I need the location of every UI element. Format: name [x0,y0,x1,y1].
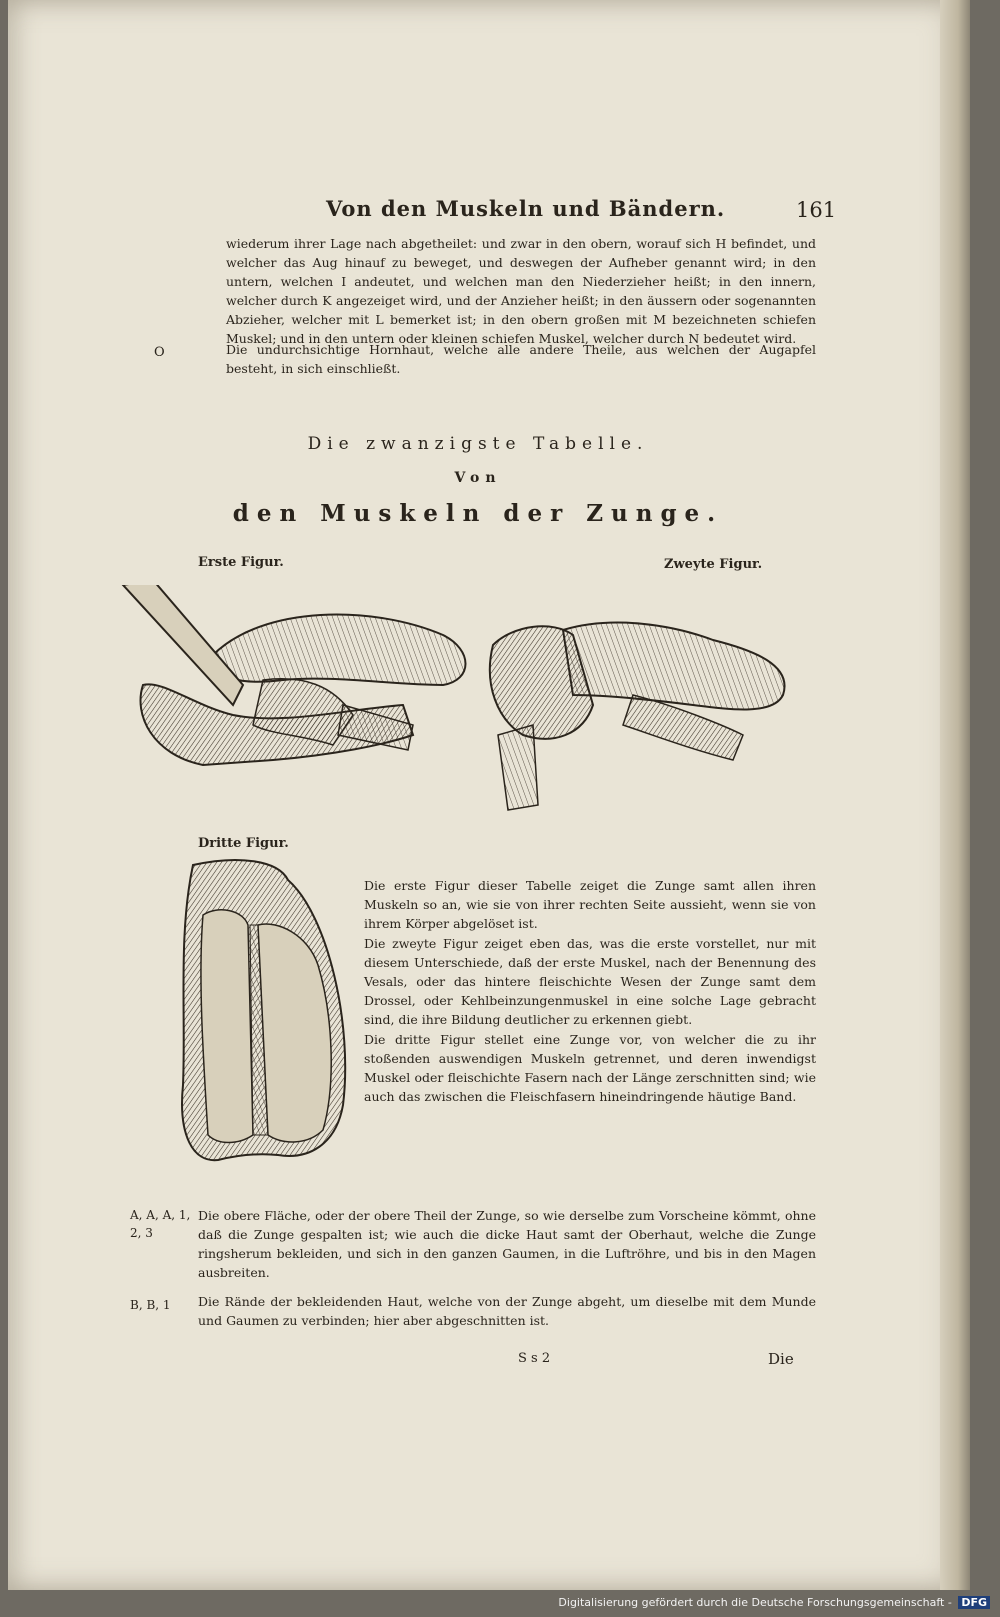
running-header: Von den Muskeln und Bändern. [326,196,726,221]
tongue-engraving-figures-1-2 [113,585,803,835]
table-subject: den Muskeln der Zunge. [232,500,724,527]
table-von: Von [454,470,502,486]
digitization-footer [0,1596,990,1609]
catchword: Die [768,1350,794,1368]
footer-text: Digitalisierung gefördert durch die Deutsche Forschungsgemeinschaft - [558,1596,952,1609]
legend-key: A, A, A, 1, 2, 3 [130,1208,191,1240]
page-number: 161 [796,198,837,222]
book-page [8,0,970,1590]
legend-key: B, B, 1 [130,1298,171,1312]
tongue-engraving-figure-3 [158,855,358,1175]
signature-mark: S s 2 [518,1351,551,1366]
table-title: Die zwanzigste Tabelle. [307,434,649,454]
figure-three-label: Dritte Figur. [198,836,289,851]
legend-letter-o: O [154,345,165,360]
page-edge [940,0,970,1590]
figure-description-2: Die zweyte Figur zeiget eben das, was die erste vorstellet, nur mit diesem Unterschiede, daß der erste Muskel, nach der Benennung des Vesals, oder das hintere fleischichte Wesen der Zunge samt dem Drossel, oder Kehlbeinzungenmuskel in eine solche Lage gebracht sind, die ihre Bildung deutlicher zu erkennen giebt. [364,936,816,1027]
intro-paragraph: wiederum ihrer Lage nach abgetheilet: und zwar in den obern, worauf sich H befindet, und welcher das Aug hinauf zu beweget, und deswegen der Aufheber genannt wird; in den untern, welchen I andeutet, und welchen man den Niederzieher heißt; in den innern, welcher durch K angezeiget wird, und der Anzieher heißt; in den äussern oder sogenannten Abzieher, welcher mit L bemerket ist; in den obern großen mit M bezeichneten schiefen Muskel; und in den untern oder kleinen schiefen Muskel, welcher durch N bedeutet wird. [226,236,816,346]
figure-two-label: Zweyte Figur. [664,557,763,572]
figure-one-label: Erste Figur. [198,555,284,570]
hornhaut-paragraph: Die undurchsichtige Hornhaut, welche alle andere Theile, aus welchen der Augapfel besteht, in sich einschließt. [226,342,816,376]
legend-entry: Die Rände der bekleidenden Haut, welche von der Zunge abgeht, um dieselbe mit dem Munde und Gaumen zu verbinden; hier aber abgeschnitten ist. [198,1294,816,1328]
figure-description-3: Die dritte Figur stellet eine Zunge vor, von welcher die zu ihr stoßenden auswendigen Muskeln getrennet, und deren inwendigst Muskel oder fleischichte Fasern nach der Länge zerschnitten sind; wie auch das zwischen die Fleischfasern hineindringende häutige Band. [364,1032,816,1104]
figure-description-1: Die erste Figur dieser Tabelle zeiget die Zunge samt allen ihren Muskeln so an, wie sie von ihrer rechten Seite aussieht, wenn sie von ihrem Körper abgelöset ist. [364,878,816,931]
dfg-logo: DFG [958,1596,990,1609]
legend-entry: Die obere Fläche, oder der obere Theil der Zunge, so wie derselbe zum Vorscheine kömmt, ohne daß die Zunge gespalten ist; wie auch die dicke Haut samt der Oberhaut, welche die Zunge ringsherum bekleiden, und sich in den ganzen Gaumen, in die Luftröhre, und bis in den Magen ausbreiten. [198,1208,816,1280]
